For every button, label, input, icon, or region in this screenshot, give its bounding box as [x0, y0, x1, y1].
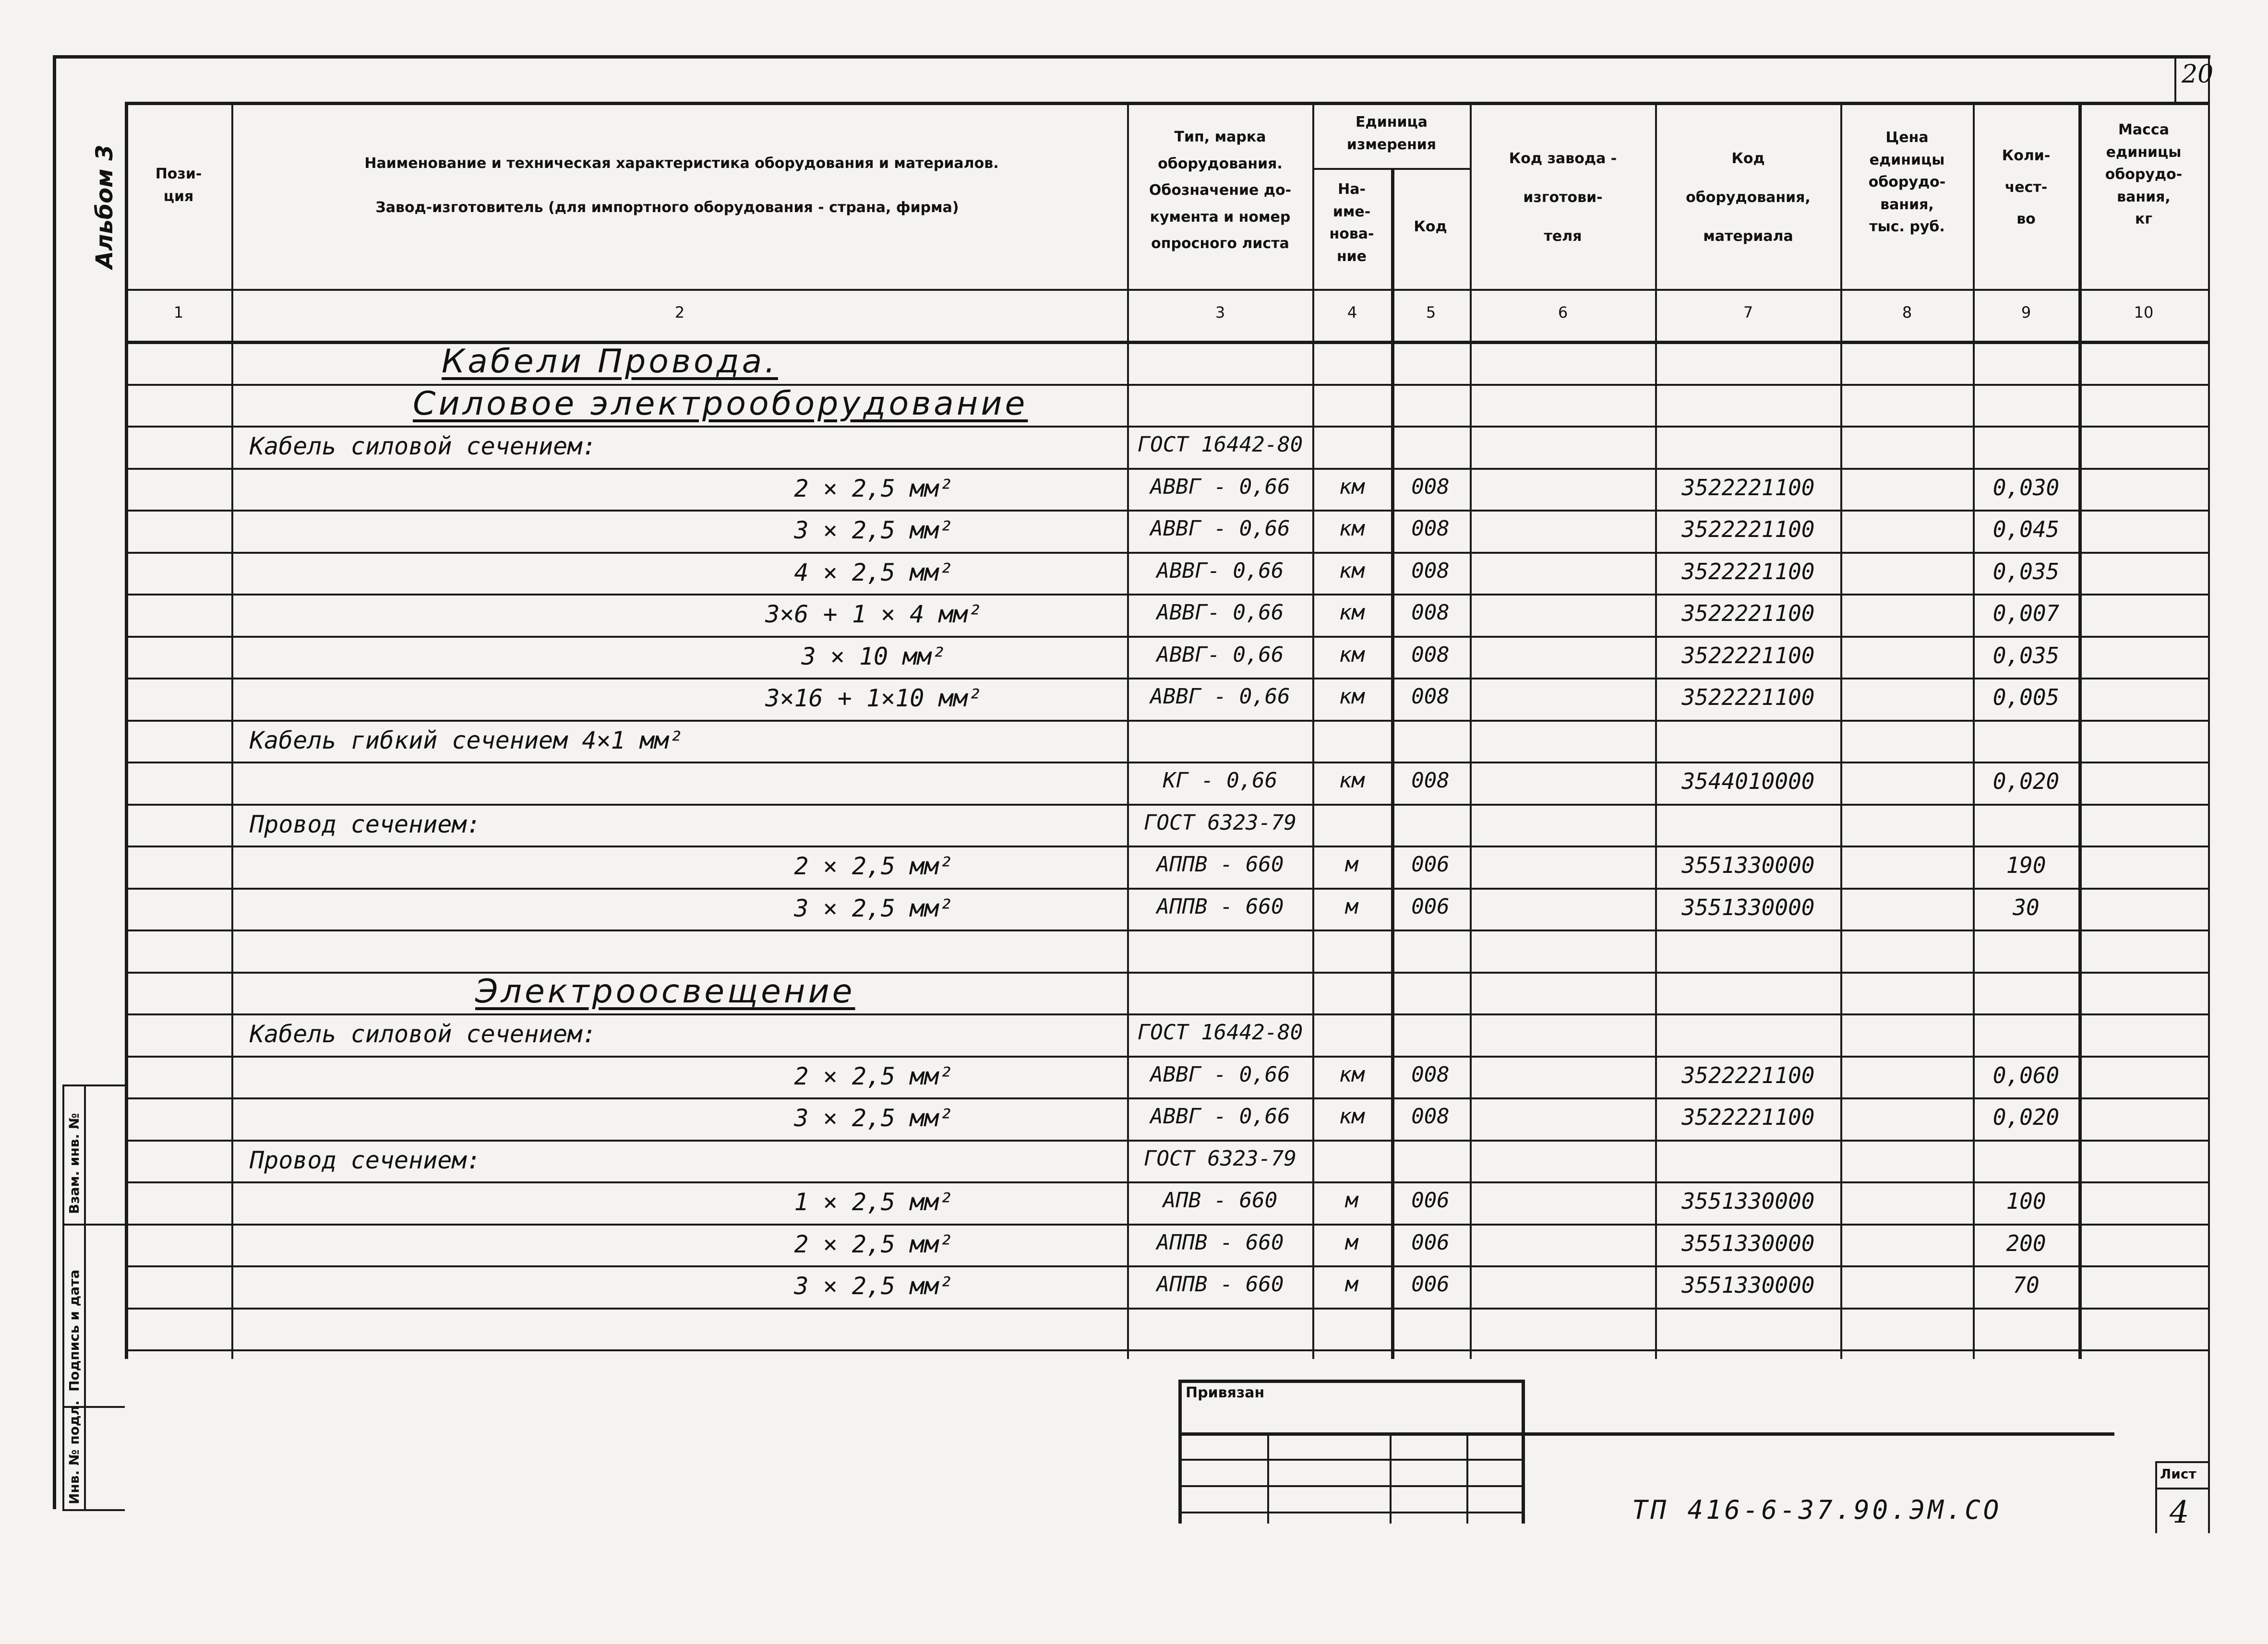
- equipment-code: 3551330000: [1681, 1230, 1815, 1256]
- type-mark: АППВ - 660: [1156, 894, 1284, 919]
- section-heading: Кабели Провода.: [442, 343, 778, 381]
- item-name: Кабель силовой сечением:: [250, 1020, 597, 1048]
- row-divider: [125, 1224, 2208, 1226]
- unit-code: 008: [1411, 1062, 1450, 1087]
- cable-cross-section: 2 × 2,5 мм²: [794, 475, 953, 502]
- item-name: Кабель силовой сечением:: [250, 432, 597, 460]
- type-mark: АППВ - 660: [1156, 1230, 1284, 1255]
- col-number-7: 7: [1743, 303, 1753, 322]
- col-number-1: 1: [173, 303, 184, 322]
- unit-code: 008: [1411, 516, 1450, 541]
- unit-code: 008: [1411, 1104, 1450, 1129]
- cable-cross-section: 3×6 + 1 × 4 мм²: [765, 600, 982, 628]
- col-number-4: 4: [1347, 303, 1357, 322]
- header-qty: Коли- чест- во: [2002, 147, 2051, 227]
- cable-cross-section: 2 × 2,5 мм²: [794, 1062, 953, 1090]
- unit-name: км: [1339, 1062, 1365, 1087]
- unit-code: 008: [1411, 768, 1450, 793]
- quantity: 0,035: [1992, 559, 2060, 584]
- unit-code: 006: [1411, 894, 1450, 919]
- unit-code: 008: [1411, 475, 1450, 499]
- section-heading: Электроосвещение: [475, 973, 855, 1011]
- item-name: Провод сечением:: [250, 1146, 481, 1174]
- header-unit: Единица измерения: [1346, 114, 1437, 153]
- quantity: 30: [2013, 894, 2040, 920]
- equipment-code: 3551330000: [1681, 1188, 1815, 1214]
- equipment-code: 3522221100: [1681, 475, 1815, 500]
- item-name: Провод сечением:: [250, 810, 481, 838]
- unit-code: 008: [1411, 684, 1450, 709]
- row-divider: [125, 1097, 2208, 1099]
- section-heading: Силовое электрооборудование: [413, 385, 1028, 423]
- type-mark: АВВГ - 0,66: [1150, 1062, 1290, 1087]
- col-number-5: 5: [1426, 303, 1436, 322]
- row-divider: [125, 594, 2208, 596]
- header-position: Пози- ция: [155, 166, 202, 205]
- quantity: 70: [2013, 1272, 2040, 1298]
- unit-code: 006: [1411, 852, 1450, 877]
- row-divider: [125, 636, 2208, 638]
- unit-name: км: [1339, 475, 1365, 499]
- type-mark: АВВГ- 0,66: [1156, 559, 1284, 583]
- equipment-code: 3522221100: [1681, 516, 1815, 542]
- quantity: 0,005: [1992, 684, 2060, 710]
- equipment-code: 3522221100: [1681, 600, 1815, 626]
- cable-cross-section: 3 × 10 мм²: [801, 643, 946, 670]
- header-mass: Масса единицы оборудо- вания, кг: [2105, 121, 2183, 227]
- header-equip-code: Код оборудования, материала: [1686, 150, 1811, 245]
- col-number-6: 6: [1558, 303, 1568, 322]
- type-mark: АВВГ - 0,66: [1150, 684, 1290, 709]
- cable-cross-section: 1 × 2,5 мм²: [794, 1188, 953, 1216]
- equipment-code: 3522221100: [1681, 559, 1815, 584]
- header-price: Цена единицы оборудо- вания, тыс. руб.: [1868, 129, 1946, 235]
- equipment-code: 3551330000: [1681, 1272, 1815, 1298]
- type-mark: АВВГ - 0,66: [1150, 516, 1290, 541]
- equipment-code: 3544010000: [1681, 768, 1815, 794]
- row-divider: [125, 468, 2208, 470]
- row-divider: [125, 1181, 2208, 1183]
- cable-cross-section: 3 × 2,5 мм²: [794, 516, 953, 544]
- type-mark: ГОСТ 16442-80: [1137, 1020, 1303, 1045]
- quantity: 0,035: [1992, 643, 2060, 668]
- row-divider: [125, 1013, 2208, 1015]
- unit-name: км: [1339, 768, 1365, 793]
- type-mark: ГОСТ 16442-80: [1137, 432, 1303, 457]
- quantity: 200: [2006, 1230, 2046, 1256]
- header-type: Тип, марка оборудования. Обозначение до- кумента и номер опросного листа: [1149, 129, 1292, 252]
- header-unit-name: На- име- нова- ние: [1329, 181, 1374, 265]
- side-stamp-signature-date: Подпись и дата: [66, 1269, 82, 1392]
- equipment-code: 3522221100: [1681, 1062, 1815, 1088]
- row-divider: [125, 552, 2208, 554]
- header-name-line1: Наименование и техническая характеристика оборудования и материалов.: [364, 155, 999, 172]
- col-number-9: 9: [2021, 303, 2031, 322]
- unit-name: м: [1345, 1230, 1358, 1255]
- unit-name: км: [1339, 516, 1365, 541]
- col-number-2: 2: [674, 303, 685, 322]
- col-number-3: 3: [1215, 303, 1225, 322]
- cable-cross-section: 3 × 2,5 мм²: [794, 1104, 953, 1132]
- unit-name: м: [1345, 1188, 1358, 1213]
- row-divider: [125, 1056, 2208, 1058]
- cable-cross-section: 4 × 2,5 мм²: [794, 559, 953, 586]
- row-divider: [125, 426, 2208, 428]
- side-stamp-replace-inv: Взам. инв. №: [66, 1113, 82, 1214]
- unit-name: км: [1339, 600, 1365, 625]
- equipment-code: 3522221100: [1681, 684, 1815, 710]
- cable-cross-section: 2 × 2,5 мм²: [794, 1230, 953, 1258]
- row-divider: [125, 510, 2208, 512]
- quantity: 0,030: [1992, 475, 2060, 500]
- list-number: 4: [2170, 1495, 2189, 1530]
- row-divider: [125, 1140, 2208, 1142]
- cable-cross-section: 3 × 2,5 мм²: [794, 894, 953, 922]
- side-stamp-original-inv: Инв. № подл.: [66, 1400, 82, 1504]
- row-divider: [125, 678, 2208, 679]
- type-mark: АППВ - 660: [1156, 1272, 1284, 1297]
- type-mark: АППВ - 660: [1156, 852, 1284, 877]
- unit-code: 006: [1411, 1188, 1450, 1213]
- quantity: 100: [2006, 1188, 2046, 1214]
- privyazan-label: Привязан: [1186, 1384, 1265, 1401]
- quantity: 0,007: [1992, 600, 2060, 626]
- header-unit-code: Код: [1414, 218, 1447, 235]
- list-label: Лист: [2160, 1466, 2196, 1482]
- unit-name: м: [1345, 852, 1358, 877]
- row-divider: [125, 804, 2208, 806]
- cable-cross-section: 3×16 + 1×10 мм²: [765, 684, 982, 712]
- row-divider: [125, 846, 2208, 847]
- header-factory-code: Код завода - изготови- теля: [1509, 150, 1617, 245]
- sheet-number-top: 20: [2182, 60, 2214, 89]
- quantity: 0,060: [1992, 1062, 2060, 1088]
- unit-code: 008: [1411, 600, 1450, 625]
- document-code: ТП 416-6-37.90.ЭМ.СО: [1632, 1495, 2002, 1525]
- type-mark: АВВГ - 0,66: [1150, 1104, 1290, 1129]
- equipment-code: 3551330000: [1681, 894, 1815, 920]
- unit-code: 008: [1411, 643, 1450, 667]
- row-divider: [125, 720, 2208, 722]
- row-divider: [125, 1265, 2208, 1267]
- col-number-8: 8: [1902, 303, 1912, 322]
- album-label: Альбом 3: [91, 144, 118, 269]
- unit-code: 006: [1411, 1272, 1450, 1297]
- equipment-code: 3522221100: [1681, 643, 1815, 668]
- header-name-line2: Завод-изготовитель (для импортного оборудования - страна, фирма): [375, 199, 959, 216]
- type-mark: АВВГ- 0,66: [1156, 600, 1284, 625]
- unit-code: 006: [1411, 1230, 1450, 1255]
- col-number-10: 10: [2134, 303, 2154, 322]
- row-divider: [125, 972, 2208, 974]
- unit-name: км: [1339, 643, 1365, 667]
- equipment-code: 3551330000: [1681, 852, 1815, 878]
- row-divider: [125, 762, 2208, 763]
- unit-name: м: [1345, 894, 1358, 919]
- unit-name: км: [1339, 1104, 1365, 1129]
- cable-cross-section: 3 × 2,5 мм²: [794, 1272, 953, 1300]
- row-divider: [125, 1308, 2208, 1310]
- type-mark: АВВГ - 0,66: [1150, 475, 1290, 499]
- unit-name: км: [1339, 684, 1365, 709]
- row-divider: [125, 888, 2208, 890]
- quantity: 0,020: [1992, 1104, 2060, 1130]
- equipment-code: 3522221100: [1681, 1104, 1815, 1130]
- cable-cross-section: 2 × 2,5 мм²: [794, 852, 953, 880]
- type-mark: АПВ - 660: [1163, 1188, 1278, 1213]
- item-name: Кабель гибкий сечением 4×1 мм²: [250, 727, 684, 754]
- type-mark: ГОСТ 6323-79: [1144, 1146, 1296, 1171]
- type-mark: АВВГ- 0,66: [1156, 643, 1284, 667]
- row-divider: [125, 929, 2208, 931]
- unit-name: м: [1345, 1272, 1358, 1297]
- quantity: 0,045: [1992, 516, 2060, 542]
- type-mark: ГОСТ 6323-79: [1144, 810, 1296, 835]
- type-mark: КГ - 0,66: [1163, 768, 1278, 793]
- unit-code: 008: [1411, 559, 1450, 583]
- row-divider: [125, 1349, 2208, 1351]
- quantity: 0,020: [1992, 768, 2060, 794]
- quantity: 190: [2006, 852, 2046, 878]
- unit-name: км: [1339, 559, 1365, 583]
